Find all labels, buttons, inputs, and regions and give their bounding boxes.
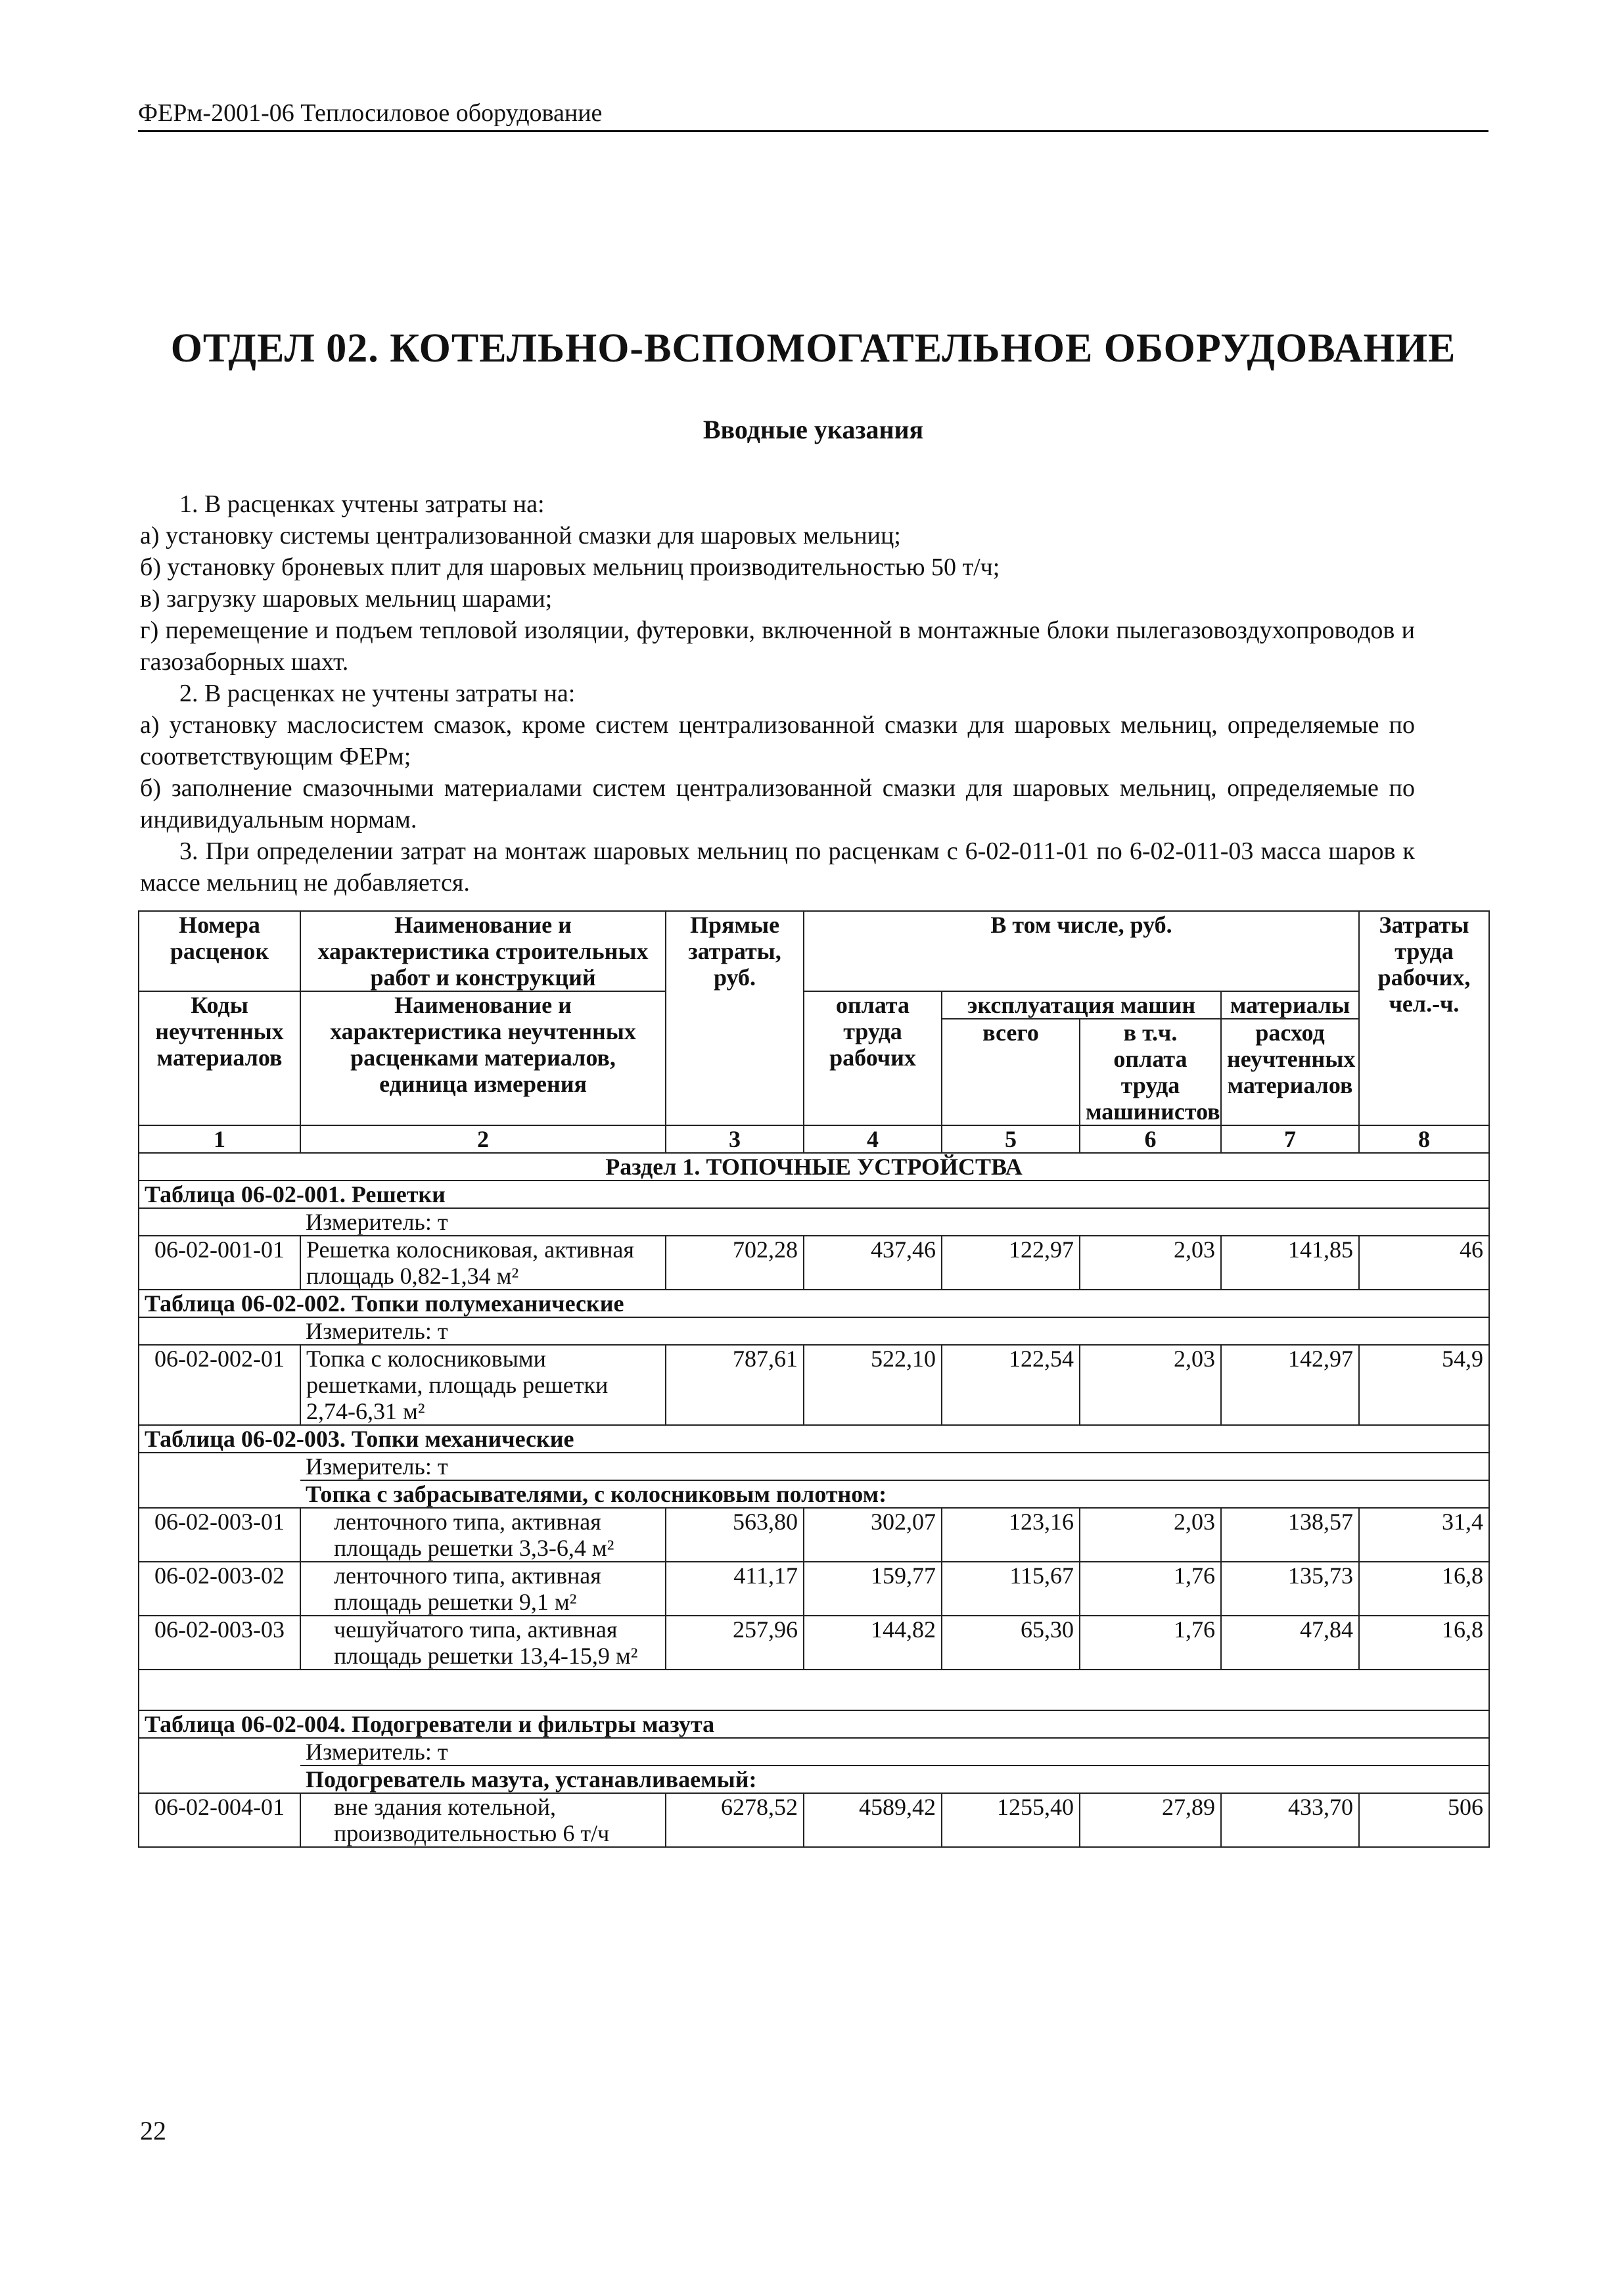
machines-total: 122,97 xyxy=(942,1236,1080,1290)
table-header-row xyxy=(139,991,1489,1019)
intro-title: Вводные указания xyxy=(703,415,924,444)
intro-p1d: г) перемещение и подъем тепловой изоляции, футеровки, включенной в монтажные блоки пылегазовоздухопроводов и газозаборных шахт. xyxy=(140,617,1415,676)
subhead-row xyxy=(139,1766,1489,1793)
col4-header: оплата труда рабочих xyxy=(804,991,942,1125)
machinist-pay: 1,76 xyxy=(1080,1562,1221,1616)
rate-code: 06-02-003-02 xyxy=(139,1562,300,1616)
machinist-pay: 2,03 xyxy=(1080,1345,1221,1425)
col1-bottom: Коды неучтенных материалов xyxy=(139,991,300,1125)
column-numbers-row xyxy=(139,1125,1489,1153)
section-title: ОТДЕЛ 02. КОТЕЛЬНО-ВСПОМОГАТЕЛЬНОЕ ОБОРУДОВАНИЕ xyxy=(170,326,1456,371)
worker-pay: 4589,42 xyxy=(804,1793,942,1847)
rate-name: ленточного типа, активная площадь решетки 9,1 м² xyxy=(300,1562,666,1616)
col5-header: всего xyxy=(942,1019,1080,1125)
col2-top: Наименование и характеристика строительных работ и конструкций xyxy=(300,911,666,991)
intro-p1c: в) загрузку шаровых мельниц шарами; xyxy=(140,585,553,613)
rate-name: чешуйчатого типа, активная площадь решетки 13,4-15,9 м² xyxy=(300,1616,666,1670)
table-title-row xyxy=(139,1710,1489,1738)
direct-costs: 787,61 xyxy=(666,1345,804,1425)
unit-row xyxy=(139,1738,1489,1766)
machines-total: 115,67 xyxy=(942,1562,1080,1616)
machinist-pay: 1,76 xyxy=(1080,1616,1221,1670)
direct-costs: 411,17 xyxy=(666,1562,804,1616)
intro-p1: 1. В расценках учтены затраты на: xyxy=(179,490,545,518)
labor-hours: 506 xyxy=(1359,1793,1489,1847)
incl-header: В том числе, руб. xyxy=(804,911,1359,991)
subhead-label: Подогреватель мазута, устанавливаемый: xyxy=(300,1766,1489,1793)
column-number: 7 xyxy=(1221,1125,1359,1153)
column-number: 8 xyxy=(1359,1125,1489,1153)
materials-cost: 141,85 xyxy=(1221,1236,1359,1290)
table-title: Таблица 06-02-004. Подогреватели и фильтры мазута xyxy=(139,1710,1489,1738)
machinist-pay: 27,89 xyxy=(1080,1793,1221,1847)
unit-label: Измеритель: т xyxy=(300,1208,1489,1236)
table-title-row xyxy=(139,1425,1489,1453)
machinist-pay: 2,03 xyxy=(1080,1236,1221,1290)
machines-total: 123,16 xyxy=(942,1508,1080,1562)
page-number: 22 xyxy=(140,2116,166,2145)
unit-row xyxy=(139,1317,1489,1345)
column-number: 2 xyxy=(300,1125,666,1153)
labor-hours: 31,4 xyxy=(1359,1508,1489,1562)
table-header-row xyxy=(139,911,1489,991)
intro-p2: 2. В расценках не учтены затраты на: xyxy=(179,680,576,707)
machines-total: 122,54 xyxy=(942,1345,1080,1425)
labor-hours: 16,8 xyxy=(1359,1562,1489,1616)
running-title: ФЕРм-2001-06 Теплосиловое оборудование xyxy=(138,99,1488,132)
rate-code: 06-02-002-01 xyxy=(139,1345,300,1425)
table-title: Таблица 06-02-003. Топки механические xyxy=(139,1425,1489,1453)
table-row xyxy=(139,1236,1489,1290)
direct-costs: 6278,52 xyxy=(666,1793,804,1847)
rates-table xyxy=(138,910,1490,1848)
col1-top: Номера расценок xyxy=(139,911,300,991)
rate-name: вне здания котельной, производительностью 6 т/ч xyxy=(300,1793,666,1847)
intro-p1b: б) установку броневых плит для шаровых мельниц производительностью 50 т/ч; xyxy=(140,553,1000,581)
worker-pay: 159,77 xyxy=(804,1562,942,1616)
intro-text xyxy=(140,488,1415,899)
machinist-pay: 2,03 xyxy=(1080,1508,1221,1562)
worker-pay: 144,82 xyxy=(804,1616,942,1670)
direct-costs: 563,80 xyxy=(666,1508,804,1562)
col6-header: в т.ч. оплата труда машинистов xyxy=(1080,1019,1221,1125)
col7-header: расход неучтенных материалов xyxy=(1221,1019,1359,1125)
spacer-cell xyxy=(139,1670,1489,1710)
table-title-row xyxy=(139,1181,1489,1208)
column-number: 1 xyxy=(139,1125,300,1153)
intro-p2a: а) установку маслосистем смазок, кроме систем централизованной смазки для шаровых мельниц, определяемые по соответствующим ФЕРм; xyxy=(140,711,1415,770)
intro-p1a: а) установку системы централизованной смазки для шаровых мельниц; xyxy=(140,522,901,550)
intro-p2b: б) заполнение смазочными материалами систем централизованной смазки для шаровых мельниц, определяемые по индивидуальным нормам. xyxy=(140,774,1415,833)
unit-label: Измеритель: т xyxy=(300,1317,1489,1345)
table-row xyxy=(139,1345,1489,1425)
unit-label: Измеритель: т xyxy=(300,1453,1489,1480)
worker-pay: 522,10 xyxy=(804,1345,942,1425)
labor-hours: 16,8 xyxy=(1359,1616,1489,1670)
column-number: 5 xyxy=(942,1125,1080,1153)
razdel-title: Раздел 1. ТОПОЧНЫЕ УСТРОЙСТВА xyxy=(139,1153,1489,1181)
column-number: 6 xyxy=(1080,1125,1221,1153)
spacer-row xyxy=(139,1670,1489,1710)
rate-code: 06-02-001-01 xyxy=(139,1236,300,1290)
materials-header: материалы xyxy=(1221,991,1359,1019)
direct-costs: 702,28 xyxy=(666,1236,804,1290)
table-title: Таблица 06-02-001. Решетки xyxy=(139,1181,1489,1208)
unit-row xyxy=(139,1208,1489,1236)
table-row xyxy=(139,1616,1489,1670)
subhead-label: Топка с забрасывателями, с колосниковым полотном: xyxy=(300,1480,1489,1508)
worker-pay: 437,46 xyxy=(804,1236,942,1290)
machines-total: 1255,40 xyxy=(942,1793,1080,1847)
rate-code: 06-02-003-01 xyxy=(139,1508,300,1562)
column-number: 4 xyxy=(804,1125,942,1153)
labor-hours: 54,9 xyxy=(1359,1345,1489,1425)
machines-header: эксплуатация машин xyxy=(942,991,1221,1019)
rate-name: Решетка колосниковая, активная площадь 0,82-1,34 м² xyxy=(300,1236,666,1290)
rate-code: 06-02-003-03 xyxy=(139,1616,300,1670)
materials-cost: 138,57 xyxy=(1221,1508,1359,1562)
worker-pay: 302,07 xyxy=(804,1508,942,1562)
table-title-row xyxy=(139,1290,1489,1317)
materials-cost: 142,97 xyxy=(1221,1345,1359,1425)
col2-bottom: Наименование и характеристика неучтенных расценками материалов, единица измерения xyxy=(300,991,666,1125)
direct-costs: 257,96 xyxy=(666,1616,804,1670)
unit-label: Измеритель: т xyxy=(300,1738,1489,1766)
table-row xyxy=(139,1793,1489,1847)
machines-total: 65,30 xyxy=(942,1616,1080,1670)
rate-name: Топка с колосниковыми решетками, площадь решетки 2,74-6,31 м² xyxy=(300,1345,666,1425)
intro-p3: 3. При определении затрат на монтаж шаровых мельниц по расценкам с 6-02-011-01 по 6-02-011-03 масса шаров к массе мельниц не добавляется. xyxy=(140,837,1415,897)
labor-hours: 46 xyxy=(1359,1236,1489,1290)
unit-row xyxy=(139,1453,1489,1480)
column-number: 3 xyxy=(666,1125,804,1153)
materials-cost: 47,84 xyxy=(1221,1616,1359,1670)
table-title: Таблица 06-02-002. Топки полумеханические xyxy=(139,1290,1489,1317)
rate-name: ленточного типа, активная площадь решетки 3,3-6,4 м² xyxy=(300,1508,666,1562)
rate-code: 06-02-004-01 xyxy=(139,1793,300,1847)
razdel-row xyxy=(139,1153,1489,1181)
table-row xyxy=(139,1562,1489,1616)
subhead-row xyxy=(139,1480,1489,1508)
materials-cost: 135,73 xyxy=(1221,1562,1359,1616)
table-row xyxy=(139,1508,1489,1562)
col3-header: Прямые затраты, руб. xyxy=(666,911,804,1125)
col8-header: Затраты труда рабочих, чел.-ч. xyxy=(1359,911,1489,1125)
materials-cost: 433,70 xyxy=(1221,1793,1359,1847)
